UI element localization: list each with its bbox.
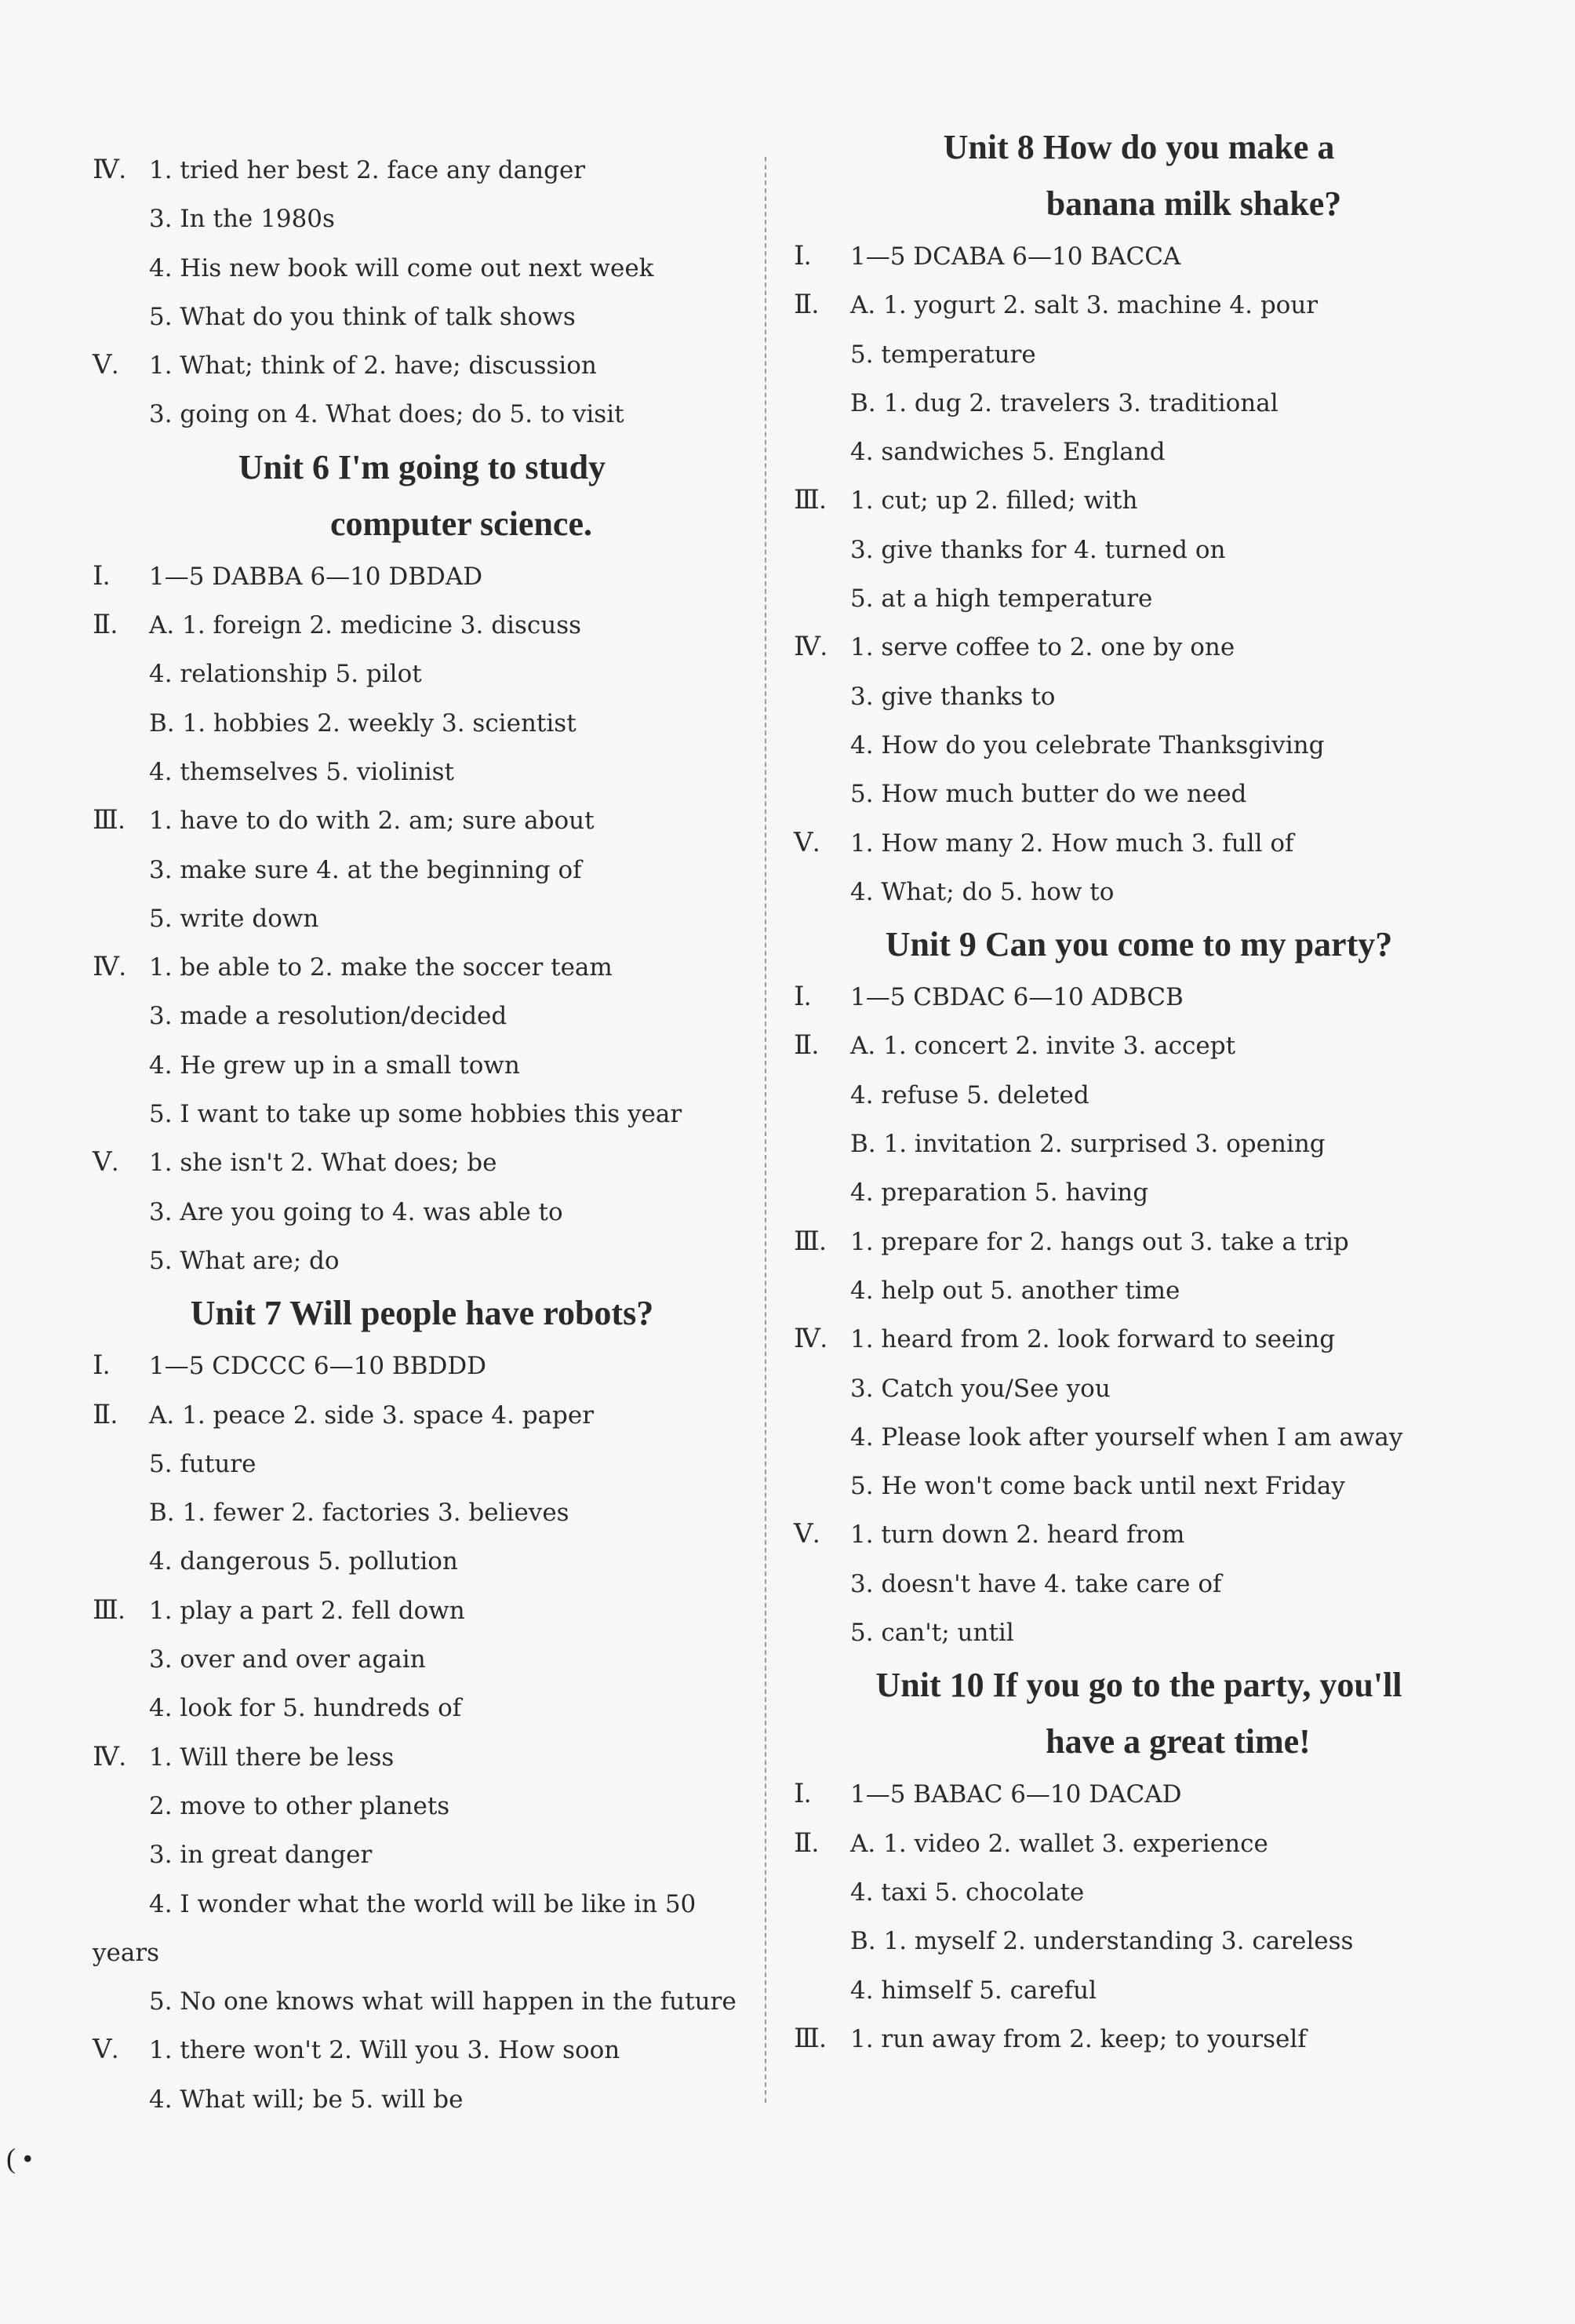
unit7-title: Unit 7 Will people have robots? bbox=[190, 1294, 654, 1333]
unit9-title: Unit 9 Can you come to my party? bbox=[885, 925, 1393, 964]
answer-text: 5. future bbox=[149, 1449, 256, 1478]
answer-text: 4. taxi 5. chocolate bbox=[850, 1878, 1085, 1907]
section-numeral: Ⅱ. bbox=[93, 610, 118, 640]
unit10-title: Unit 10 If you go to the party, you'll bbox=[875, 1666, 1402, 1705]
answer-line bbox=[93, 341, 751, 390]
answer-text: 1—5 DCABA 6—10 BACCA bbox=[850, 242, 1181, 271]
answer-text: 1. heard from 2. look forward to seeing bbox=[850, 1325, 1336, 1354]
answer-text: 4. How do you celebrate Thanksgiving bbox=[850, 730, 1325, 759]
answer-text: 3. going on 4. What does; do 5. to visit bbox=[149, 400, 624, 429]
section-numeral: Ⅴ. bbox=[93, 351, 119, 381]
section-numeral: Ⅰ. bbox=[794, 982, 811, 1012]
answer-text: 4. He grew up in a small town bbox=[149, 1051, 520, 1080]
answer-line bbox=[93, 1440, 751, 1488]
answer-line bbox=[93, 146, 751, 195]
section-numeral: Ⅳ. bbox=[93, 155, 126, 184]
answer-text: years bbox=[93, 1938, 160, 1967]
answer-text: 3. give thanks to bbox=[850, 682, 1056, 711]
answer-line bbox=[794, 868, 1484, 916]
unit8-title: Unit 8 How do you make a bbox=[943, 128, 1335, 166]
answer-line bbox=[93, 1977, 751, 2026]
answer-line bbox=[93, 748, 751, 796]
answer-text: 5. write down bbox=[149, 904, 319, 933]
answer-text: 1. serve coffee to 2. one by one bbox=[850, 633, 1235, 662]
answer-text: 3. make sure 4. at the beginning of bbox=[149, 855, 582, 884]
answer-line bbox=[93, 1733, 751, 1782]
answer-text: A. 1. video 2. wallet 3. experience bbox=[850, 1829, 1268, 1858]
answer-text: 3. doesn't have 4. take care of bbox=[850, 1569, 1222, 1598]
answer-text: 4. themselves 5. violinist bbox=[149, 757, 454, 786]
answer-line bbox=[93, 1586, 751, 1635]
answer-line bbox=[794, 1819, 1484, 1868]
answer-line bbox=[93, 1929, 751, 1977]
answer-line bbox=[794, 526, 1484, 574]
answer-line bbox=[93, 1090, 751, 1138]
answer-text: 5. temperature bbox=[850, 340, 1036, 369]
answer-text: 1. turn down 2. heard from bbox=[850, 1521, 1185, 1550]
answer-text: 3. Are you going to 4. was able to bbox=[149, 1197, 563, 1226]
answer-text: 3. in great danger bbox=[149, 1841, 373, 1870]
unit8-answers bbox=[794, 232, 1484, 916]
answer-text: 3. In the 1980s bbox=[149, 205, 335, 234]
answer-line bbox=[93, 1635, 751, 1684]
answer-text: 5. What are; do bbox=[149, 1246, 340, 1275]
answer-line bbox=[794, 1120, 1484, 1168]
section-numeral: Ⅱ. bbox=[794, 1828, 819, 1858]
answer-line bbox=[794, 623, 1484, 672]
answer-text: 5. What do you think of talk shows bbox=[149, 302, 576, 331]
answer-text: 1—5 DABBA 6—10 DBDAD bbox=[149, 562, 483, 591]
answer-line bbox=[93, 390, 751, 439]
section-numeral: Ⅴ. bbox=[93, 1148, 119, 1178]
section-numeral: Ⅰ. bbox=[794, 242, 811, 271]
answer-text: 4. relationship 5. pilot bbox=[149, 660, 422, 689]
unit6-answers bbox=[93, 552, 751, 1285]
section-numeral: Ⅳ. bbox=[794, 632, 828, 662]
answer-text: 5. I want to take up some hobbies this year bbox=[149, 1100, 682, 1129]
answer-line bbox=[794, 1218, 1484, 1266]
answer-text: 1. What; think of 2. have; discussion bbox=[149, 352, 597, 381]
section-numeral: Ⅱ. bbox=[794, 1031, 819, 1061]
section-numeral: Ⅳ. bbox=[93, 953, 126, 982]
answer-line bbox=[93, 1342, 751, 1390]
answer-text: 4. look for 5. hundreds of bbox=[149, 1694, 462, 1723]
answer-text: 4. refuse 5. deleted bbox=[850, 1080, 1089, 1109]
answer-text: 4. His new book will come out next week bbox=[149, 253, 654, 282]
answer-line bbox=[93, 650, 751, 698]
answer-text: 5. can't; until bbox=[850, 1619, 1014, 1648]
answer-text: B. 1. myself 2. understanding 3. careless bbox=[850, 1927, 1354, 1956]
answer-text: 3. made a resolution/decided bbox=[149, 1002, 507, 1031]
section-numeral: Ⅰ. bbox=[93, 1351, 110, 1381]
answer-line bbox=[794, 672, 1484, 721]
answer-text: 2. move to other planets bbox=[149, 1791, 450, 1820]
answer-text: 1. she isn't 2. What does; be bbox=[149, 1149, 497, 1178]
unit10-answers bbox=[794, 1770, 1484, 2064]
answer-line bbox=[93, 1041, 751, 1090]
answer-line bbox=[794, 1364, 1484, 1413]
answer-line bbox=[93, 195, 751, 243]
answer-line bbox=[794, 1560, 1484, 1608]
answer-text: 4. dangerous 5. pollution bbox=[149, 1547, 458, 1576]
answer-text: 4. What will; be 5. will be bbox=[149, 2085, 464, 2114]
answer-line bbox=[794, 1462, 1484, 1510]
section-numeral: Ⅰ. bbox=[794, 1779, 811, 1809]
answer-text: B. 1. invitation 2. surprised 3. opening bbox=[850, 1130, 1326, 1159]
section-numeral: Ⅴ. bbox=[794, 828, 820, 858]
answer-line bbox=[794, 2015, 1484, 2064]
answer-text: 1. run away from 2. keep; to yourself bbox=[850, 2024, 1307, 2053]
answer-text: B. 1. dug 2. travelers 3. traditional bbox=[850, 388, 1279, 417]
answer-text: B. 1. hobbies 2. weekly 3. scientist bbox=[149, 708, 577, 738]
answer-line bbox=[794, 281, 1484, 330]
answer-text: 1. prepare for 2. hangs out 3. take a trip bbox=[850, 1227, 1349, 1256]
answer-line bbox=[93, 1488, 751, 1537]
answer-line bbox=[794, 476, 1484, 525]
answer-line bbox=[93, 1391, 751, 1440]
section-numeral: Ⅲ. bbox=[794, 2023, 827, 2053]
section-numeral: Ⅳ. bbox=[794, 1324, 828, 1354]
section-numeral: Ⅲ. bbox=[93, 1595, 125, 1625]
answer-text: 1. tried her best 2. face any danger bbox=[149, 156, 586, 184]
answer-line bbox=[794, 330, 1484, 379]
answer-line bbox=[93, 943, 751, 992]
answer-line bbox=[93, 244, 751, 293]
answer-text: 1. play a part 2. fell down bbox=[149, 1596, 465, 1625]
answer-text: 1. How many 2. How much 3. full of bbox=[850, 829, 1294, 858]
answer-text: 1—5 BABAC 6—10 DACAD bbox=[850, 1780, 1182, 1809]
column-divider bbox=[765, 157, 766, 2103]
answer-line bbox=[794, 1917, 1484, 1965]
unit10-title-line2: have a great time! bbox=[1046, 1722, 1311, 1761]
answer-text: 1. there won't 2. Will you 3. How soon bbox=[149, 2036, 620, 2065]
answer-line bbox=[794, 973, 1484, 1022]
unit7-answers bbox=[93, 1342, 751, 2124]
answer-text: 4. preparation 5. having bbox=[850, 1178, 1149, 1208]
answer-text: 1—5 CBDAC 6—10 ADBCB bbox=[850, 983, 1184, 1012]
unit6-title: Unit 6 I'm going to study bbox=[238, 447, 606, 486]
answer-text: 4. himself 5. careful bbox=[850, 1976, 1097, 2005]
answer-line bbox=[93, 2075, 751, 2124]
answer-line bbox=[794, 1510, 1484, 1559]
answer-text: B. 1. fewer 2. factories 3. believes bbox=[149, 1499, 569, 1528]
section-numeral: Ⅱ. bbox=[794, 290, 819, 320]
answer-line bbox=[93, 1830, 751, 1879]
answer-line bbox=[93, 293, 751, 341]
section-numeral: Ⅲ. bbox=[794, 486, 827, 515]
section-numeral: Ⅰ. bbox=[93, 561, 110, 591]
answer-line bbox=[93, 1138, 751, 1187]
answer-text: 3. Catch you/See you bbox=[850, 1374, 1111, 1403]
unit9-answers bbox=[794, 973, 1484, 1657]
section-numeral: Ⅴ. bbox=[93, 2035, 119, 2065]
answer-text: A. 1. yogurt 2. salt 3. machine 4. pour bbox=[850, 291, 1319, 320]
page-number-mark: ( • bbox=[6, 2143, 33, 2174]
answer-line bbox=[794, 1168, 1484, 1217]
answer-line bbox=[794, 232, 1484, 281]
answer-text: 3. over and over again bbox=[149, 1645, 426, 1674]
answer-text: 5. How much butter do we need bbox=[850, 780, 1247, 809]
answer-text: A. 1. peace 2. side 3. space 4. paper bbox=[149, 1401, 595, 1430]
section-numeral: Ⅲ. bbox=[794, 1226, 827, 1256]
answer-line bbox=[794, 721, 1484, 770]
answer-line bbox=[794, 819, 1484, 868]
answer-text: 1. cut; up 2. filled; with bbox=[850, 486, 1138, 515]
answer-line bbox=[93, 601, 751, 650]
answer-text: 4. Please look after yourself when I am away bbox=[850, 1422, 1403, 1452]
answer-text: A. 1. foreign 2. medicine 3. discuss bbox=[149, 611, 582, 640]
answer-text: 1. be able to 2. make the soccer team bbox=[149, 953, 613, 982]
answer-line bbox=[93, 1782, 751, 1830]
left-column bbox=[93, 146, 751, 2124]
answer-text: 1. have to do with 2. am; sure about bbox=[149, 807, 595, 836]
answer-line bbox=[93, 1237, 751, 1285]
answer-text: 1—5 CDCCC 6—10 BBDDD bbox=[149, 1352, 487, 1381]
answer-text: 5. No one knows what will happen in the future bbox=[149, 1987, 737, 2016]
answer-line bbox=[93, 2026, 751, 2074]
answer-line bbox=[794, 574, 1484, 623]
answer-line bbox=[794, 1413, 1484, 1462]
answer-line bbox=[93, 1188, 751, 1237]
answer-text: A. 1. concert 2. invite 3. accept bbox=[850, 1032, 1236, 1061]
answer-line bbox=[794, 1966, 1484, 2015]
answer-line bbox=[93, 1684, 751, 1732]
answer-text: 3. give thanks for 4. turned on bbox=[850, 535, 1226, 564]
answer-text: 4. sandwiches 5. England bbox=[850, 438, 1166, 467]
section-numeral: Ⅳ. bbox=[93, 1742, 126, 1772]
answer-line bbox=[93, 992, 751, 1040]
answer-text: 4. I wonder what the world will be like in 50 bbox=[149, 1889, 697, 1918]
answer-line bbox=[93, 699, 751, 748]
answer-line bbox=[794, 770, 1484, 818]
answer-line bbox=[794, 1266, 1484, 1315]
answer-line bbox=[93, 1537, 751, 1586]
answer-line bbox=[794, 1770, 1484, 1819]
answer-line bbox=[794, 1315, 1484, 1364]
answer-line bbox=[794, 1608, 1484, 1657]
answer-line bbox=[93, 552, 751, 601]
answer-line bbox=[93, 1880, 751, 1929]
answer-line bbox=[93, 846, 751, 894]
answer-line bbox=[794, 428, 1484, 476]
answer-text: 4. What; do 5. how to bbox=[850, 877, 1115, 906]
answer-line bbox=[93, 894, 751, 943]
answer-line bbox=[794, 1868, 1484, 1917]
unit5-continuation bbox=[93, 146, 751, 439]
section-numeral: Ⅱ. bbox=[93, 1400, 118, 1430]
answer-text: 1. Will there be less bbox=[149, 1743, 395, 1772]
section-numeral: Ⅲ. bbox=[93, 806, 125, 836]
answer-text: 5. He won't come back until next Friday bbox=[850, 1472, 1345, 1501]
section-numeral: Ⅴ. bbox=[794, 1520, 820, 1550]
unit8-title-line2: banana milk shake? bbox=[1046, 184, 1342, 223]
answer-line bbox=[794, 1022, 1484, 1070]
unit6-title-line2: computer science. bbox=[330, 504, 592, 543]
answer-line bbox=[93, 796, 751, 845]
answer-line bbox=[794, 379, 1484, 428]
answer-line bbox=[794, 1071, 1484, 1120]
right-column bbox=[794, 128, 1484, 2064]
answer-text: 4. help out 5. another time bbox=[850, 1276, 1180, 1305]
answer-text: 5. at a high temperature bbox=[850, 585, 1153, 614]
